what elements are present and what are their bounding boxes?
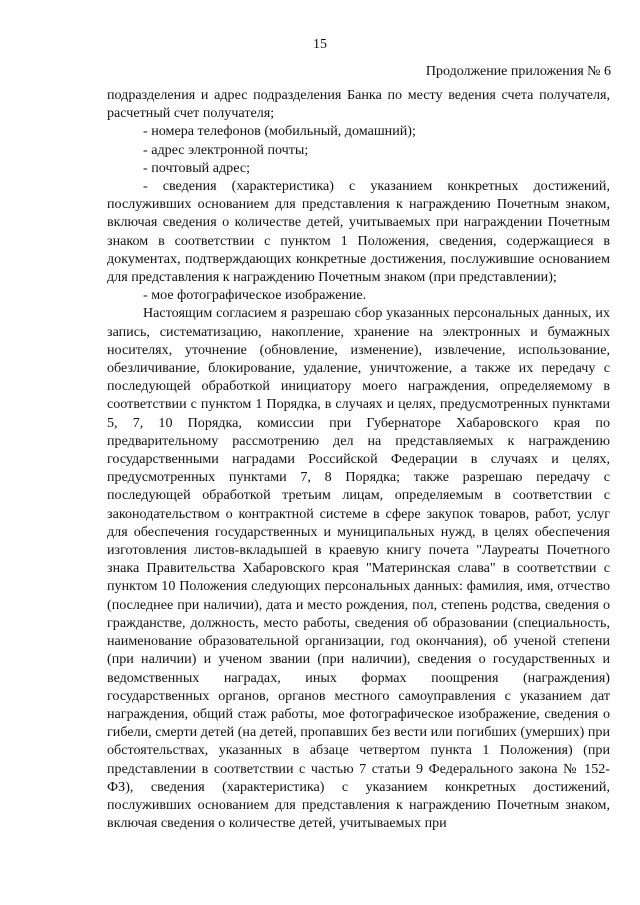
page-number: 15: [313, 37, 327, 52]
list-item-achievements-info: - сведения (характеристика) с указанием конкретных достижений, послуживших основанием для представления к награждению Почетным знаком, включая сведения о количестве детей, учитываемых при награждении Почетным знаком в соответствии с пунктом 1 Положения, сведения, содержащиеся в документах, подтверждающих конкретные достижения, послужившие основанием для представления к награждению Почетным знаком (при представлении);: [107, 178, 610, 286]
list-item-photo: - мое фотографическое изображение.: [143, 287, 367, 304]
appendix-continuation-note: Продолжение приложения № 6: [425, 64, 611, 79]
list-item-email: - адрес электронной почты;: [143, 141, 309, 158]
list-item-phone-numbers: - номера телефонов (мобильный, домашний);: [143, 123, 416, 140]
list-item-postal-address: - почтовый адрес;: [143, 159, 250, 176]
paragraph-bank-details: подразделения и адрес подразделения Банка по месту ведения счета получателя, расчетный счет получателя;: [107, 87, 610, 122]
document-body: [107, 86, 610, 832]
paragraph-consent-statement: Настоящим согласием я разрешаю сбор указанных персональных данных, их запись, систематизацию, накопление, хранение на электронных и бумажных носителях, уточнение (обновление, изменение), извлечение, использование, обезличивание, блокирование, удаление, уничтожение, а также их передачу с последующей обработкой инициатору моего награждения, определяемому в соответствии с пунктом 1 Порядка, в случаях и целях, предусмотренных пунктами 5, 7, 10 Порядка, комиссии при Губернаторе Хабаровского края по предварительному рассмотрению дел на представляемых к награждению государственными наградами Российской Федерации в случаях и целях, предусмотренных пунктами 7, 8 Порядка; также разрешаю передачу с последующей обработкой третьим лицам, определяемым в соответствии с законодательством о контрактной системе в сфере закупок товаров, работ, услуг для обеспечения государственных и муниципальных нужд, в целях обеспечения изготовления листов-вкладышей в краевую книгу почета "Лауреаты Почетного знака Правительства Хабаровского края "Материнская слава" в соответствии с пунктом 10 Положения следующих персональных данных: фамилия, имя, отчество (последнее при наличии), дата и место рождения, пол, степень родства, сведения о гражданстве, должность, место работы, сведения об образовании (специальность, наименование образовательной организации, год окончания), об ученой степени (при наличии) и ученом звании (при наличии), сведения о государственных и ведомственных наградах, иных формах поощрения (награждения) государственных органов, органов местного самоуправления с указанием дат награждения, общий стаж работы, мое фотографическое изображение, сведения о гибели, смерти детей (на детей, пропавших без вести или погибших (умерших) при обстоятельствах, указанных в абзаце четвертом пункта 1 Положения) (при представлении в соответствии с частью 7 статьи 9 Федерального закона № 152-ФЗ), сведения (характеристика) с указанием конкретных достижений, послуживших основанием для представления к награждению Почетным знаком, включая сведения о количестве детей, учитываемых при: [107, 305, 610, 832]
